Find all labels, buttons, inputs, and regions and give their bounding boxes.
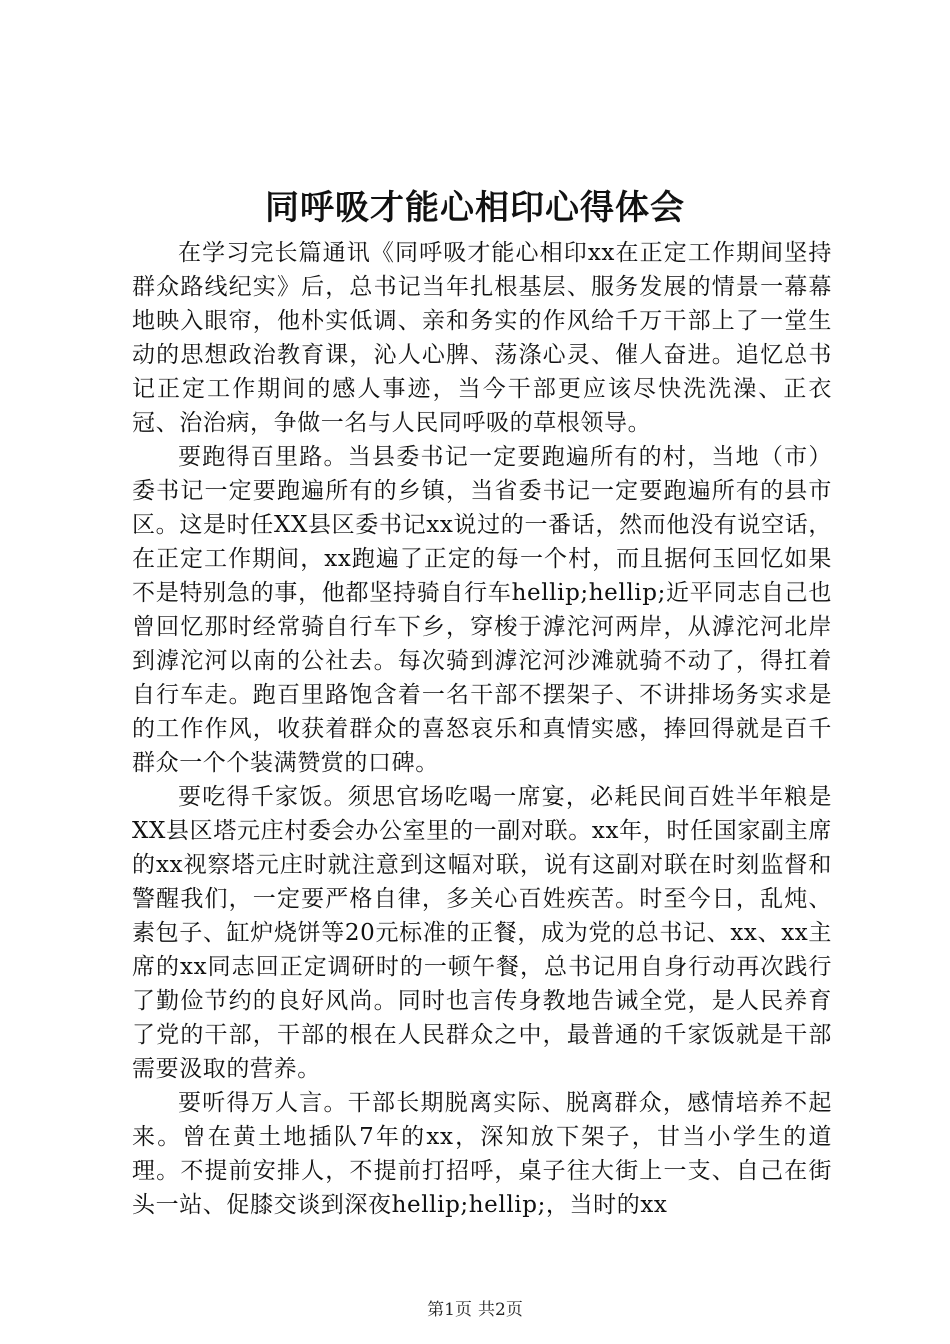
paragraph-eat-meals: 要吃得千家饭。须思官场吃喝一席宴，必耗民间百姓半年粮是XX县区塔元庄村委会办公室里的一副对联。xx年，时任国家副主席的xx视察塔元庄时就注意到这幅对联，说有这副对联在时刻监督和警醒我们，一定要严格自律，多关心百姓疾苦。时至今日，乱炖、素包子、缸炉烧饼等20元标准的正餐，成为党的总书记、xx、xx主席的xx同志回正定调研时的一顿午餐，总书记用自身行动再次践行了勤俭节约的良好风尚。同时也言传身教地告诫全党，是人民养育了党的干部，干部的根在人民群众之中，最普通的千家饭就是干部需要汲取的营养。 [132,784,832,1082]
document-title: 同呼吸才能心相印心得体会 [265,188,685,228]
page-number: 第1页 [427,1300,472,1320]
paragraph-run-miles: 要跑得百里路。当县委书记一定要跑遍所有的村，当地（市）委书记一定要跑遍所有的乡镇，当省委书记一定要跑遍所有的县市区。这是时任XX县区委书记xx说过的一番话，然而他没有说空话，在正定工作期间，xx跑遍了正定的每一个村，而且据何玉回忆如果不是特别急的事，他都坚持骑自行车hellip;hellip;近平同志自己也曾回忆那时经常骑自行车下乡，穿梭于滹沱河两岸，从滹沱河北岸到滹沱河以南的公社去。每次骑到滹沱河沙滩就骑不动了，得扛着自行车走。跑百里路饱含着一名干部不摆架子、不讲排场务实求是的工作作风，收获着群众的喜怒哀乐和真情实感，捧回得就是百千群众一个个装满赞赏的口碑。 [132,444,832,776]
paragraph-intro: 在学习完长篇通讯《同呼吸才能心相印xx在正定工作期间坚持群众路线纪实》后，总书记当年扎根基层、服务发展的情景一幕幕地映入眼帘，他朴实低调、亲和务实的作风给千万干部上了一堂生动的思想政治教育课，沁人心脾、荡涤心灵、催人奋进。追忆总书记正定工作期间的感人事迹，当今干部更应该尽快洗洗澡、正衣冠、治治病，争做一名与人民同呼吸的草根领导。 [132,240,832,436]
document-body [132,236,832,1222]
paragraph-listen-voices: 要听得万人言。干部长期脱离实际、脱离群众，感情培养不起来。曾在黄土地插队7年的xx，深知放下架子，甘当小学生的道理。不提前安排人，不提前打招呼，桌子往大街上一支、自己在街头一站、促膝交谈到深夜hellip;hellip;，当时的xx [132,1090,832,1218]
page-total: 共2页 [478,1300,523,1320]
page-footer [0,1298,950,1322]
